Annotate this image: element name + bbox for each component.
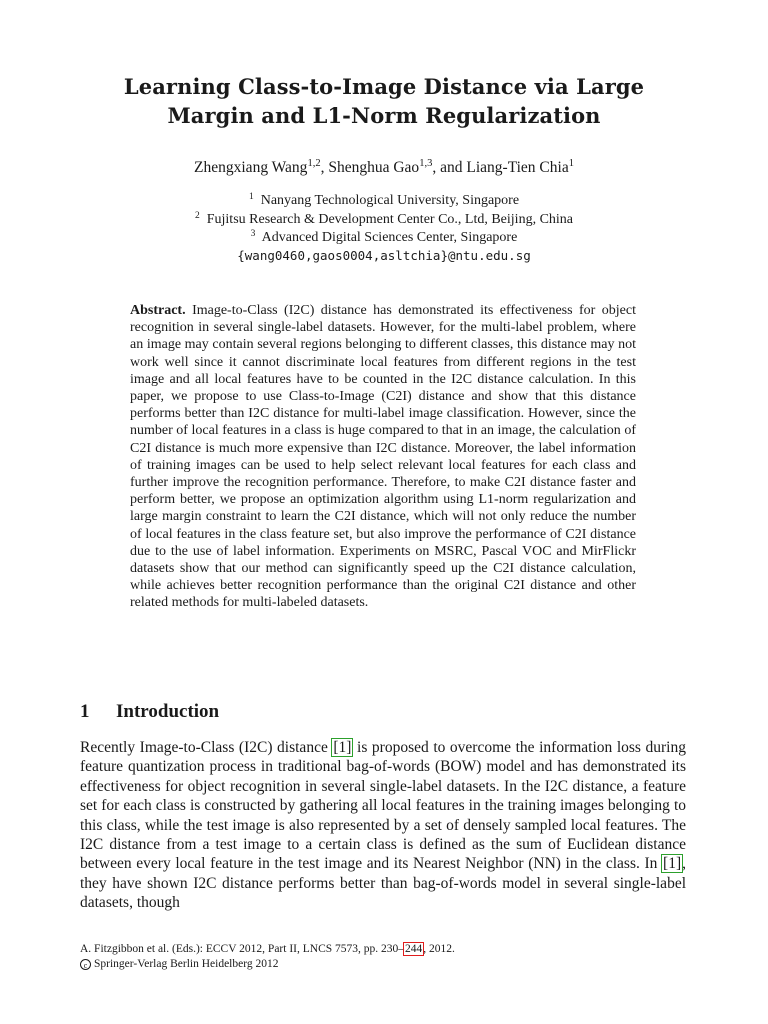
abstract-label: Abstract. [130, 303, 186, 318]
affiliation-item [60, 211, 708, 230]
publication-info [80, 942, 686, 957]
publication-info-text: A. Fitzgibbon et al. (Eds.): ECCV 2012, Part II, LNCS 7573, pp. 230– [80, 943, 405, 955]
copyright-line [80, 957, 686, 972]
author-affiliation-mark: 1 [568, 158, 574, 170]
affiliation-mark: 1 [248, 191, 254, 202]
author-name: Zhengxiang Wang [194, 159, 308, 176]
page-footer [80, 942, 686, 972]
page-range-link[interactable]: 244 [405, 943, 423, 955]
author-name: Liang-Tien Chia [466, 159, 569, 176]
paper-title-line-1: Learning Class-to-Image Distance via Large [123, 74, 645, 99]
publication-year: , 2012. [423, 943, 455, 955]
intro-text-part-3: , they have shown I2C distance performs better than bag-of-words model in several single-label datasets, though [80, 855, 686, 912]
intro-text-part-1: Recently Image-to-Class (I2C) distance [80, 739, 333, 756]
abstract [130, 302, 636, 612]
copyright-icon: c [80, 959, 91, 970]
affiliation-item [60, 229, 708, 248]
citation-link[interactable]: [1] [333, 739, 352, 756]
section-heading [80, 700, 219, 724]
affiliation-text: Fujitsu Research & Development Center Co., Ltd, Beijing, China [206, 211, 574, 227]
affiliation-mark: 3 [250, 228, 256, 239]
affiliation-list [60, 192, 708, 248]
section-title: Introduction [116, 701, 220, 722]
section-number: 1 [80, 701, 90, 722]
author-affiliation-mark: 1,3 [419, 158, 433, 170]
author-separator: , [320, 159, 329, 176]
citation-link[interactable]: [1] [663, 855, 682, 873]
affiliation-mark: 2 [194, 210, 200, 221]
author-list [60, 158, 708, 178]
author-separator: , and [432, 159, 467, 176]
paper-title-line-2: Margin and L1-Norm Regularization [167, 103, 601, 128]
author-name: Shenghua Gao [328, 159, 420, 176]
copyright-text: Springer-Verlag Berlin Heidelberg 2012 [94, 958, 279, 970]
affiliation-text: Advanced Digital Sciences Center, Singapore [261, 230, 518, 245]
intro-text-part-2: is proposed to overcome the information loss during feature quantization process in traditional bag-of-words (BOW) model and has demonstrated its effectiveness for object recognition in several single-label datasets. In the I2C distance, a feature set for each class is constructed by gathering all local features in the training images belonging to this class, while the test image is also represented by a set of densely sampled local features. The I2C distance from a test image to a certain class is defined as the sum of Euclidean distance between every local feature in the test image and its Nearest Neighbor (NN) in the class. In [80, 739, 686, 873]
paper-title [60, 72, 708, 130]
author-email: {wang0460,gaos0004,asltchia}@ntu.edu.sg [237, 248, 531, 263]
author-affiliation-mark: 1,2 [307, 158, 321, 170]
abstract-text: Image-to-Class (I2C) distance has demonstrated its effectiveness for object recognition in several single-label datasets. However, for the multi-label problem, where an image may contain several regions belonging to different classes, this distance may not work well since it cannot discriminate local features from different regions in the test image and all local features have to be counted in the I2C distance calculation. In this paper, we propose to use Class-to-Image (C2I) distance and show that this distance performs better than I2C distance for multi-label image classification. However, since the number of local features in a class is huge compared to that in an image, the calculation of C2I distance is much more expensive than I2C distance. Moreover, the label information of training images can be used to help select relevant local features for each class and further improve the recognition performance. Therefore, to make C2I distance faster and perform better, we propose an optimization algorithm using L1-norm regularization and large margin constraint to learn the C2I distance, which will not only reduce the number of local features in the class feature set, but also improve the performance of C2I distance due to the use of label information. Experiments on MSRC, Pascal VOC and MirFlickr datasets show that our method can significantly speed up the C2I distance calculation, while achieves better recognition performance than the original C2I distance and other related methods for multi-labeled datasets. [130, 303, 637, 611]
introduction-paragraph [80, 738, 686, 913]
affiliation-text: Nanyang Technological University, Singapore [260, 193, 520, 208]
affiliation-item [60, 192, 708, 211]
